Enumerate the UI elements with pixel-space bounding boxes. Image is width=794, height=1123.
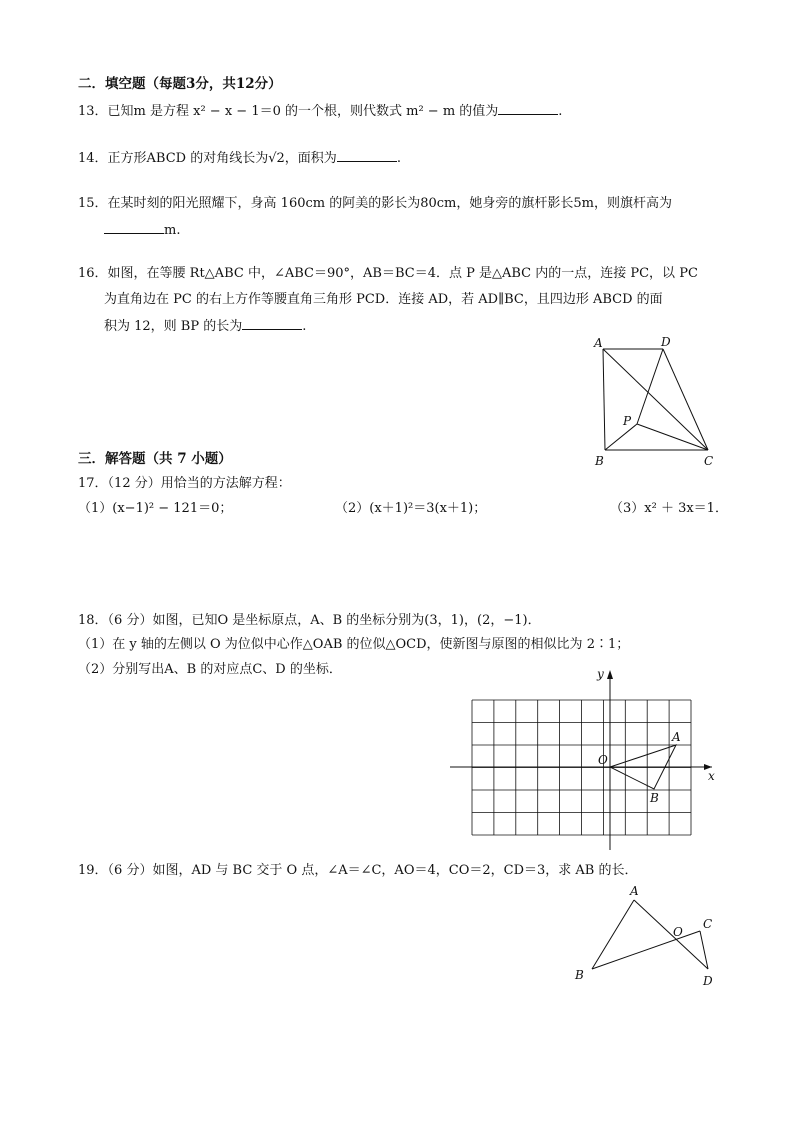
q19-segment-ad <box>634 900 708 969</box>
q13-end: . <box>558 104 563 119</box>
q19-segment-bc <box>592 931 700 969</box>
q18-part2: （2）分别写出A、B 的对应点C、D 的坐标． <box>78 662 342 677</box>
q14-pre: 14．正方形ABCD 的对角线长为 <box>78 151 269 166</box>
q15-unit: m. <box>164 223 181 238</box>
q16-label-c: C <box>704 454 714 468</box>
q19-segment-ab <box>592 900 634 969</box>
q16-label-b: B <box>595 454 604 468</box>
q19-label-a: A <box>630 884 639 898</box>
section3-heading: 三．解答题（共 7 小题） <box>78 451 232 467</box>
q18-part1: （1）在 y 轴的左侧以 O 为位似中心作△OAB 的位似△OCD，使新图与原图的相似比为 2∶1； <box>78 637 630 652</box>
q15-line1: 15．在某时刻的阳光照耀下，身高 160cm 的阿美的影长为80cm，她身旁的旗杆影长5m，则旗杆高为 <box>78 196 672 211</box>
q18-label-b: B <box>650 791 659 805</box>
q19-label-d: D <box>703 974 713 988</box>
q17-title: 17．（12 分）用恰当的方法解方程： <box>78 476 291 491</box>
q19-label-c: C <box>703 917 713 931</box>
q14-end: . <box>396 151 401 166</box>
q18-label-a: A <box>672 730 681 744</box>
q16-label-p: P <box>623 414 632 428</box>
q16-line2: 为直角边在 PC 的右上方作等腰直角三角形 PCD．连接 AD，若 AD∥BC，且四边形 ABCD 的面 <box>104 292 663 307</box>
q18-label-o: O <box>598 753 608 767</box>
q16-line1: 16．如图，在等腰 Rt△ABC 中，∠ABC＝90°，AB＝BC＝4．点 P 是△ABC 内的一点，连接 PC，以 PC <box>78 266 698 281</box>
q14-post: ，面积为 <box>284 151 337 166</box>
q16-label-d: D <box>661 335 671 349</box>
q19-title: 19．（6 分）如图，AD 与 BC 交于 O 点，∠A＝∠C，AO＝4，CO＝2，CD＝3，求 AB 的长． <box>78 863 638 878</box>
q17-part2: （2）(x＋1)²＝3(x＋1)； <box>335 501 487 516</box>
q18-label-x: x <box>708 769 715 783</box>
q18-label-y: y <box>597 667 604 681</box>
q16-line3-text: 积为 12，则 BP 的长为 <box>104 319 243 334</box>
section2-heading: 二．填空题（每题3分，共12分） <box>78 76 282 92</box>
q16-end: . <box>302 319 307 334</box>
q16-label-a: A <box>594 336 603 350</box>
q19-label-b: B <box>575 968 584 982</box>
q17-part1: （1）(x−1)² − 121＝0； <box>78 501 233 516</box>
q13-text: 13．已知m 是方程 x² − x − 1＝0 的一个根，则代数式 m² − m 的值为 <box>78 104 499 119</box>
q19-label-o: O <box>673 925 683 939</box>
q17-part3: （3）x² ＋ 3x＝1． <box>610 501 728 516</box>
q18-title: 18．（6 分）如图，已知O 是坐标原点，A、B 的坐标分别为(3，1)，(2，−1)． <box>78 613 541 628</box>
sqrt-two: √2 <box>268 151 285 166</box>
